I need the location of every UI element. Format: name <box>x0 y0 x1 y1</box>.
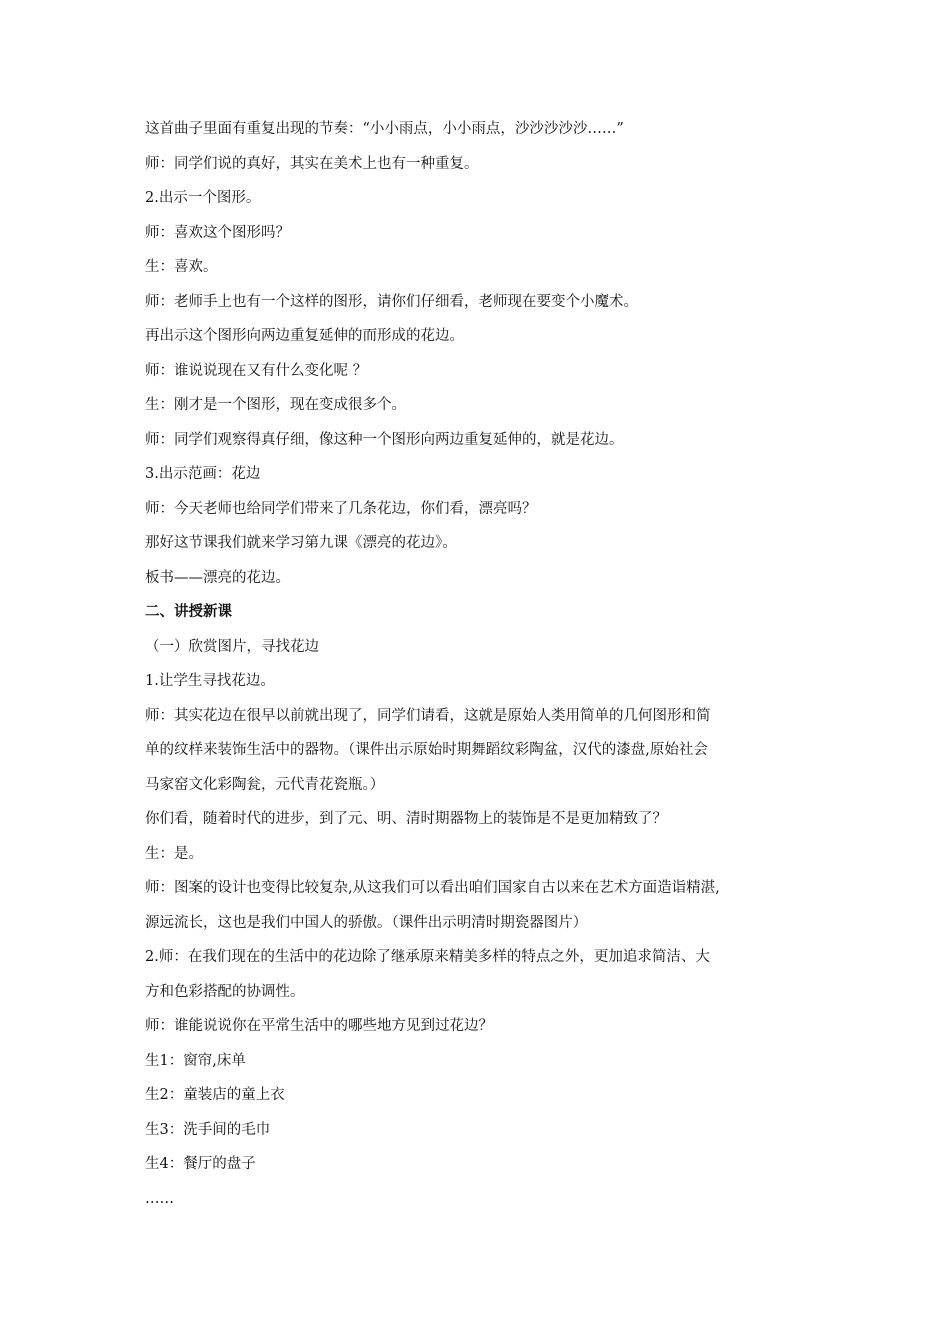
text-line: 生4：餐厅的盘子 <box>145 1156 256 1172</box>
text-line: 师：其实花边在很早以前就出现了，同学们请看，这就是原始人类用简单的几何图形和简 <box>145 707 711 724</box>
text-line: 师：图案的设计也变得比较复杂,从这我们可以看出咱们国家自古以来在艺术方面造诣精湛, <box>145 880 720 896</box>
text-line: 师：同学们说的真好，其实在美术上也有一种重复。 <box>145 155 479 172</box>
text-line: 师：老师手上也有一个这样的图形，请你们仔细看，老师现在要变个小魔术。 <box>145 293 638 310</box>
text-line: 再出示这个图形向两边重复延伸的而形成的花边。 <box>145 328 464 344</box>
text-line: 那好这节课我们就来学习第九课《漂亮的花边》。 <box>145 535 457 551</box>
text-line: 师：喜欢这个图形吗？ <box>145 224 290 241</box>
text-line: 生：喜欢。 <box>145 259 218 275</box>
text-line: 这首曲子里面有重复出现的节奏：“小小雨点，小小雨点，沙沙沙沙沙……” <box>145 121 624 137</box>
text-line: 师：谁能说说你在平常生活中的哪些地方见到过花边？ <box>145 1018 493 1034</box>
text-line: 生：刚才是一个图形，现在变成很多个。 <box>145 397 406 413</box>
ellipsis-line: …… <box>145 1190 174 1207</box>
text-line: 师：同学们观察得真仔细，像这种一个图形向两边重复延伸的，就是花边。 <box>145 431 624 448</box>
text-line: 生：是。 <box>145 845 203 862</box>
text-line: 生1：窗帘,床单 <box>145 1052 246 1069</box>
text-line: 马家窑文化彩陶瓮，元代青花瓷瓶。） <box>145 776 385 793</box>
text-line: 方和色彩搭配的协调性。 <box>145 983 305 1000</box>
document-body <box>145 112 835 1216</box>
text-line: 师：谁说说现在又有什么变化呢 ？ <box>145 362 368 379</box>
text-line: 2.出示一个图形。 <box>145 190 261 206</box>
text-line: 师：今天老师也给同学们带来了几条花边，你们看，漂亮吗？ <box>145 500 537 517</box>
text-line: 板书——漂亮的花边。 <box>145 569 290 586</box>
text-line: 你们看，随着时代的进步，到了元、明、清时期器物上的装饰是不是更加精致了？ <box>145 811 667 827</box>
text-line: 生2：童装店的童上衣 <box>145 1087 285 1103</box>
text-line: 单的纹样来装饰生活中的器物。（课件出示原始时期舞蹈纹彩陶盆，汉代的漆盘,原始社会 <box>145 742 708 758</box>
subsection-heading: （一）欣赏图片，寻找花边 <box>145 638 319 655</box>
text-line: 源远流长，这也是我们中国人的骄傲。（课件出示明清时期瓷器图片） <box>145 914 588 931</box>
text-line: 1.让学生寻找花边。 <box>145 673 275 689</box>
section-heading: 二、讲授新课 <box>145 604 232 620</box>
text-line: 生3：洗手间的毛巾 <box>145 1121 271 1138</box>
text-line: 3.出示范画：花边 <box>145 466 261 482</box>
text-line: 2.师：在我们现在的生活中的花边除了继承原来精美多样的特点之外，更加追求简洁、大 <box>145 949 710 965</box>
